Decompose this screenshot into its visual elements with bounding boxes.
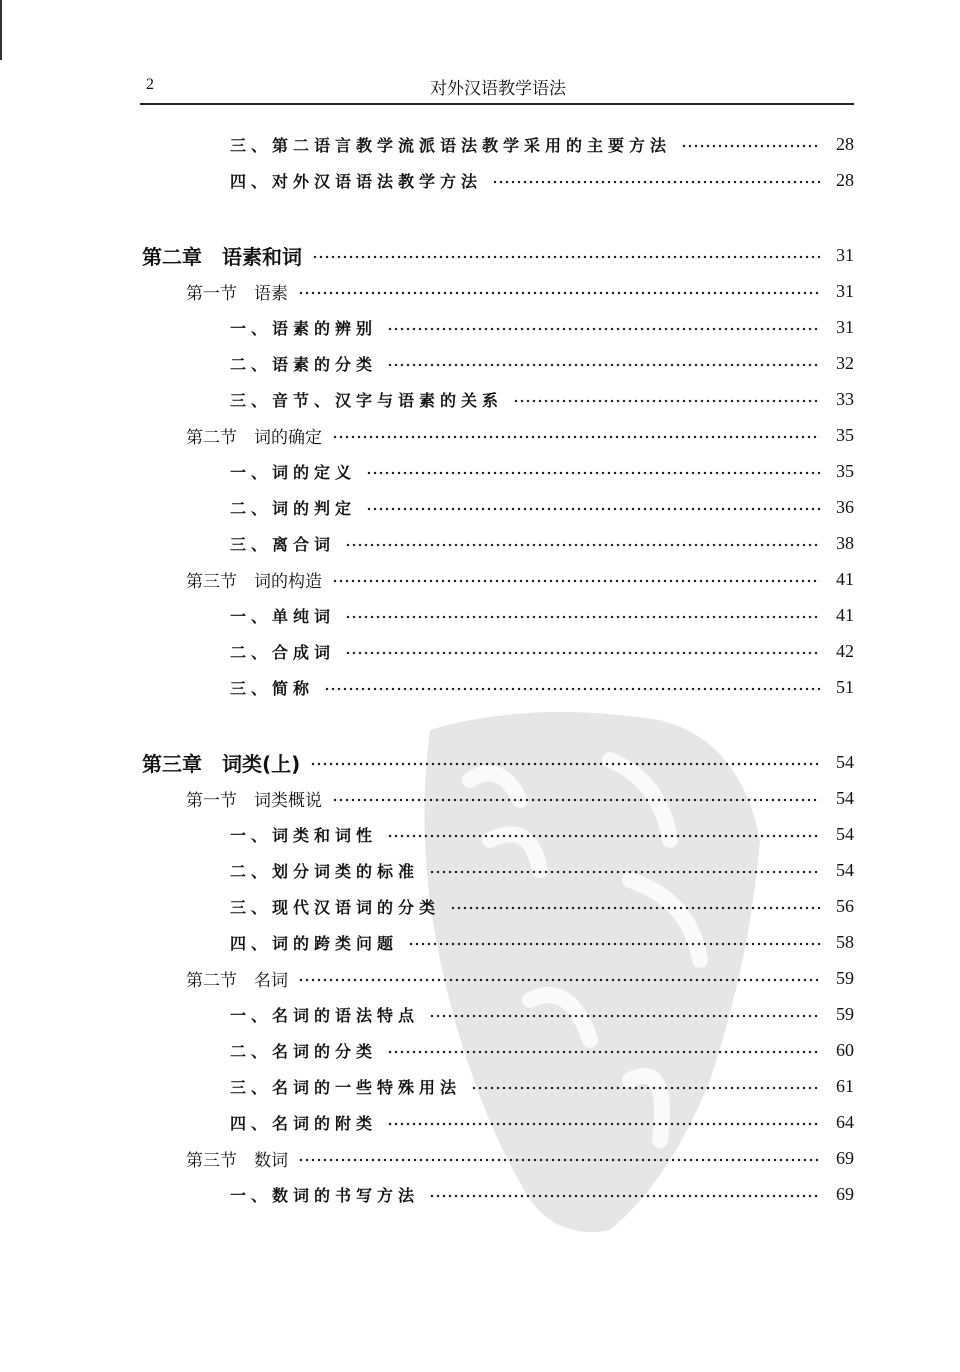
dot-leader (387, 1122, 820, 1126)
dot-leader (471, 1086, 820, 1090)
toc-page-number: 41 (836, 568, 854, 589)
toc-page-number: 60 (836, 1039, 854, 1060)
toc-entry-title: 四、词的跨类问题 (230, 933, 399, 953)
toc-item (0, 162, 960, 198)
toc-entry-title: 三、现代汉语词的分类 (230, 897, 441, 917)
dot-leader (332, 579, 820, 583)
toc-page-number: 32 (836, 352, 854, 373)
toc-item (0, 453, 960, 489)
toc-page-number: 59 (836, 967, 854, 988)
dot-leader (492, 180, 820, 184)
toc-item (0, 1104, 960, 1140)
toc-page-number: 56 (836, 895, 854, 916)
toc-entry-title: 二、合成词 (230, 642, 336, 662)
toc-page-number: 64 (836, 1111, 854, 1132)
header-rule (140, 103, 854, 105)
toc-entry-title: 第三节 数词 (186, 1150, 288, 1171)
toc-page-number: 41 (836, 604, 854, 625)
toc-page-number: 33 (836, 388, 854, 409)
toc-entry-title: 一、词类和词性 (230, 825, 378, 845)
toc-item (0, 525, 960, 561)
toc-page-number: 31 (836, 244, 854, 265)
toc-entry-title: 一、数词的书写方法 (230, 1185, 420, 1205)
toc-page-number: 31 (836, 280, 854, 301)
dot-leader (387, 1050, 820, 1054)
dot-leader (298, 1158, 820, 1162)
dot-leader (387, 327, 820, 331)
toc-entry-title: 四、名词的附类 (230, 1113, 378, 1133)
toc-page-number: 61 (836, 1075, 854, 1096)
toc-page-number: 31 (836, 316, 854, 337)
toc-item (0, 597, 960, 633)
running-title: 对外汉语教学语法 (430, 79, 566, 99)
toc-section (0, 417, 960, 453)
table-of-contents (0, 126, 960, 1212)
toc-page-number: 51 (836, 676, 854, 697)
dot-leader (681, 144, 820, 148)
toc-entry-title: 第三章 词类(上) (142, 751, 301, 776)
toc-item (0, 996, 960, 1032)
toc-item (0, 633, 960, 669)
toc-section (0, 273, 960, 309)
toc-entry-title: 三、简称 (230, 678, 315, 698)
toc-item (0, 816, 960, 852)
dot-leader (298, 291, 820, 295)
toc-page-number: 35 (836, 460, 854, 481)
toc-page-number: 42 (836, 640, 854, 661)
dot-leader (429, 1014, 820, 1018)
toc-page-number: 28 (836, 169, 854, 190)
toc-entry-title: 二、划分词类的标准 (230, 861, 420, 881)
toc-item (0, 489, 960, 525)
dot-leader (450, 906, 820, 910)
toc-item (0, 1176, 960, 1212)
dot-leader (324, 687, 820, 691)
dot-leader (310, 762, 820, 766)
dot-leader (366, 507, 820, 511)
toc-item (0, 1032, 960, 1068)
toc-item (0, 852, 960, 888)
toc-entry-title: 第一节 语素 (186, 283, 288, 304)
toc-entry-title: 三、名词的一些特殊用法 (230, 1077, 462, 1097)
toc-entry-title: 二、名词的分类 (230, 1041, 378, 1061)
toc-item (0, 1068, 960, 1104)
toc-chapter (0, 237, 960, 273)
toc-page-number: 59 (836, 1003, 854, 1024)
toc-page-number: 58 (836, 931, 854, 952)
toc-entry-title: 第二节 词的确定 (186, 427, 322, 448)
toc-page-number: 54 (836, 787, 854, 808)
toc-page-number: 36 (836, 496, 854, 517)
dot-leader (408, 942, 820, 946)
toc-entry-title: 一、语素的辨别 (230, 318, 378, 338)
toc-item (0, 669, 960, 705)
toc-section (0, 1140, 960, 1176)
toc-page-number: 69 (836, 1183, 854, 1204)
toc-entry-title: 第三节 词的构造 (186, 571, 322, 592)
dot-leader (513, 399, 820, 403)
toc-item (0, 924, 960, 960)
toc-entry-title: 四、对外汉语语法教学方法 (230, 171, 483, 191)
toc-item (0, 126, 960, 162)
toc-entry-title: 第一节 词类概说 (186, 790, 322, 811)
toc-item (0, 888, 960, 924)
dot-leader (312, 255, 820, 259)
toc-item (0, 345, 960, 381)
dot-leader (345, 543, 820, 547)
dot-leader (366, 471, 820, 475)
dot-leader (345, 615, 820, 619)
dot-leader (387, 834, 820, 838)
toc-page-number: 69 (836, 1147, 854, 1168)
toc-page-number: 54 (836, 859, 854, 880)
toc-page-number: 54 (836, 751, 854, 772)
toc-page-number: 35 (836, 424, 854, 445)
page-number: 2 (146, 76, 154, 93)
toc-page-number: 54 (836, 823, 854, 844)
toc-entry-title: 二、词的判定 (230, 498, 357, 518)
dot-leader (429, 1194, 820, 1198)
dot-leader (387, 363, 820, 367)
toc-entry-title: 二、语素的分类 (230, 354, 378, 374)
toc-section (0, 960, 960, 996)
toc-section (0, 561, 960, 597)
toc-entry-title: 一、词的定义 (230, 462, 357, 482)
dot-leader (298, 978, 820, 982)
toc-entry-title: 一、名词的语法特点 (230, 1005, 420, 1025)
toc-page-number: 38 (836, 532, 854, 553)
dot-leader (332, 435, 820, 439)
dot-leader (332, 798, 820, 802)
toc-chapter (0, 744, 960, 780)
toc-entry-title: 一、单纯词 (230, 606, 336, 626)
dot-leader (429, 870, 820, 874)
scan-edge (0, 0, 2, 60)
page-header (142, 74, 854, 102)
toc-section (0, 780, 960, 816)
dot-leader (345, 651, 820, 655)
toc-entry-title: 三、第二语言教学流派语法教学采用的主要方法 (230, 135, 672, 155)
toc-entry-title: 三、音节、汉字与语素的关系 (230, 390, 504, 410)
toc-entry-title: 第二节 名词 (186, 970, 288, 991)
toc-entry-title: 第二章 语素和词 (142, 244, 302, 269)
toc-item (0, 309, 960, 345)
toc-entry-title: 三、离合词 (230, 534, 336, 554)
toc-page-number: 28 (836, 133, 854, 154)
toc-item (0, 381, 960, 417)
